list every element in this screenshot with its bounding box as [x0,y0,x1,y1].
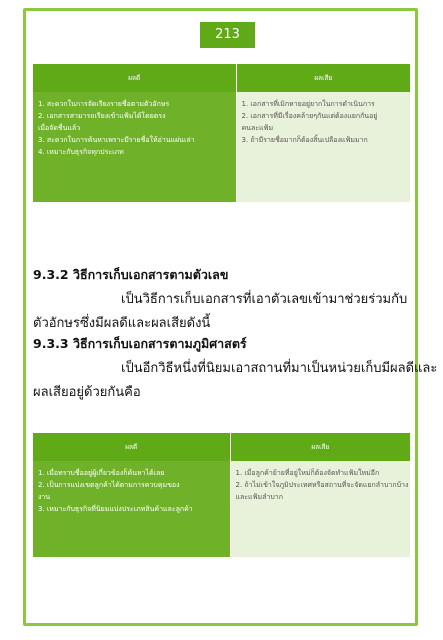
section-paragraph-geographic-line2: ผลเสียอยู่ด้วยกันคือ [33,385,141,400]
pros-cons-table-geographic [33,433,410,557]
section-paragraph-numeric-line1: เป็นวิธีการเก็บเอกสารที่เอาตัวเลขเข้ามาช่วยร่วมกับ [121,292,408,307]
table1-cons-line: 3. ถ้ามีรายชื่อมากก็ต้องสิ้นเปลืองแฟ้มมาก [241,136,368,144]
section-heading-numeric: 9.3.2 วิธีการเก็บเอกสารตามตัวเลข [33,267,229,282]
table1-pros-line: เมื่อจัดชื่นแล้ว [38,124,81,132]
table2-pros-line: งาน [38,493,51,501]
page-number: 213 [200,22,255,48]
table2-cons-line: 2. ถ้าไม่เข้าใจภูมิประเทศหรือสถานที่จะจัดแยกลำบากบ้าง [235,481,409,489]
table2-pros-line: 3. เหมาะกับธุรกิจที่นิยมแบ่งประเภทสินค้าและลูกค้า [38,505,193,513]
table1-cons-line: คนละแฟ้ม [241,124,274,132]
table1-cons-cell [236,92,410,202]
section-heading-geographic: 9.3.3 วิธีการเก็บเอกสารตามภูมิศาสตร์ [33,336,247,351]
table1-pros-line: 4. เหมาะกับธุรกิจทุกประเภท [38,148,124,156]
table2-cons-cell [230,461,410,557]
table1-header-cons: ผลเสีย [236,64,410,92]
table2-cons-line: 1. เมื่อลูกค้าย้ายที่อยู่ใหม่ก็ต้องจัดทำแฟ้มใหม่อีก [235,469,380,477]
table2-cons-line: และแฟ้มลำบาก [235,493,283,501]
table1-cons-line: 1. เอกสารที่เมิกหายอยู่ยากในการดำเนินการ [241,100,375,108]
table2-pros-cell [33,461,230,557]
section-paragraph-geographic-line1: เป็นอีกวิธีหนึ่งที่นิยมเอาสถานที่มาเป็นหน่วยเก็บมีผลดีและ [121,361,438,376]
pros-cons-table-alphabetic [33,64,410,202]
table1-cons-line: 2. เอกสารที่มีเรื่องคล้ายๆกันแต่ต้องแยกกันอยู่ [241,112,378,120]
table1-header-pros: ผลดี [33,64,236,92]
table1-pros-cell [33,92,236,202]
table2-header-pros: ผลดี [33,433,230,461]
table2-pros-line: 2. เป็นการแบ่งเขตลูกค้าได้ตามการควบคุมของ [38,481,180,489]
table1-pros-line: 3. สะดวกในการค้นหาเพราะมีรายชื่อให้อ่านแผ่นเล่า [38,136,195,144]
section-paragraph-numeric-line2: ตัวอักษรซึ่งมีผลดีและผลเสียดังนี้ [33,316,211,331]
table1-pros-line: 2. เอกสารสามารถเรียงเข้าแฟ้มได้โดยตรง [38,112,166,120]
table2-pros-line: 1. เมื่อทราบชื่ออยู่ผู้เกี่ยวข้องก็ค้นหาได้เลย [38,469,165,477]
table2-header-cons: ผลเสีย [230,433,410,461]
table1-pros-line: 1. สะดวกในการจัดเรียงรายชื่อตามตัวอักษร [38,100,170,108]
